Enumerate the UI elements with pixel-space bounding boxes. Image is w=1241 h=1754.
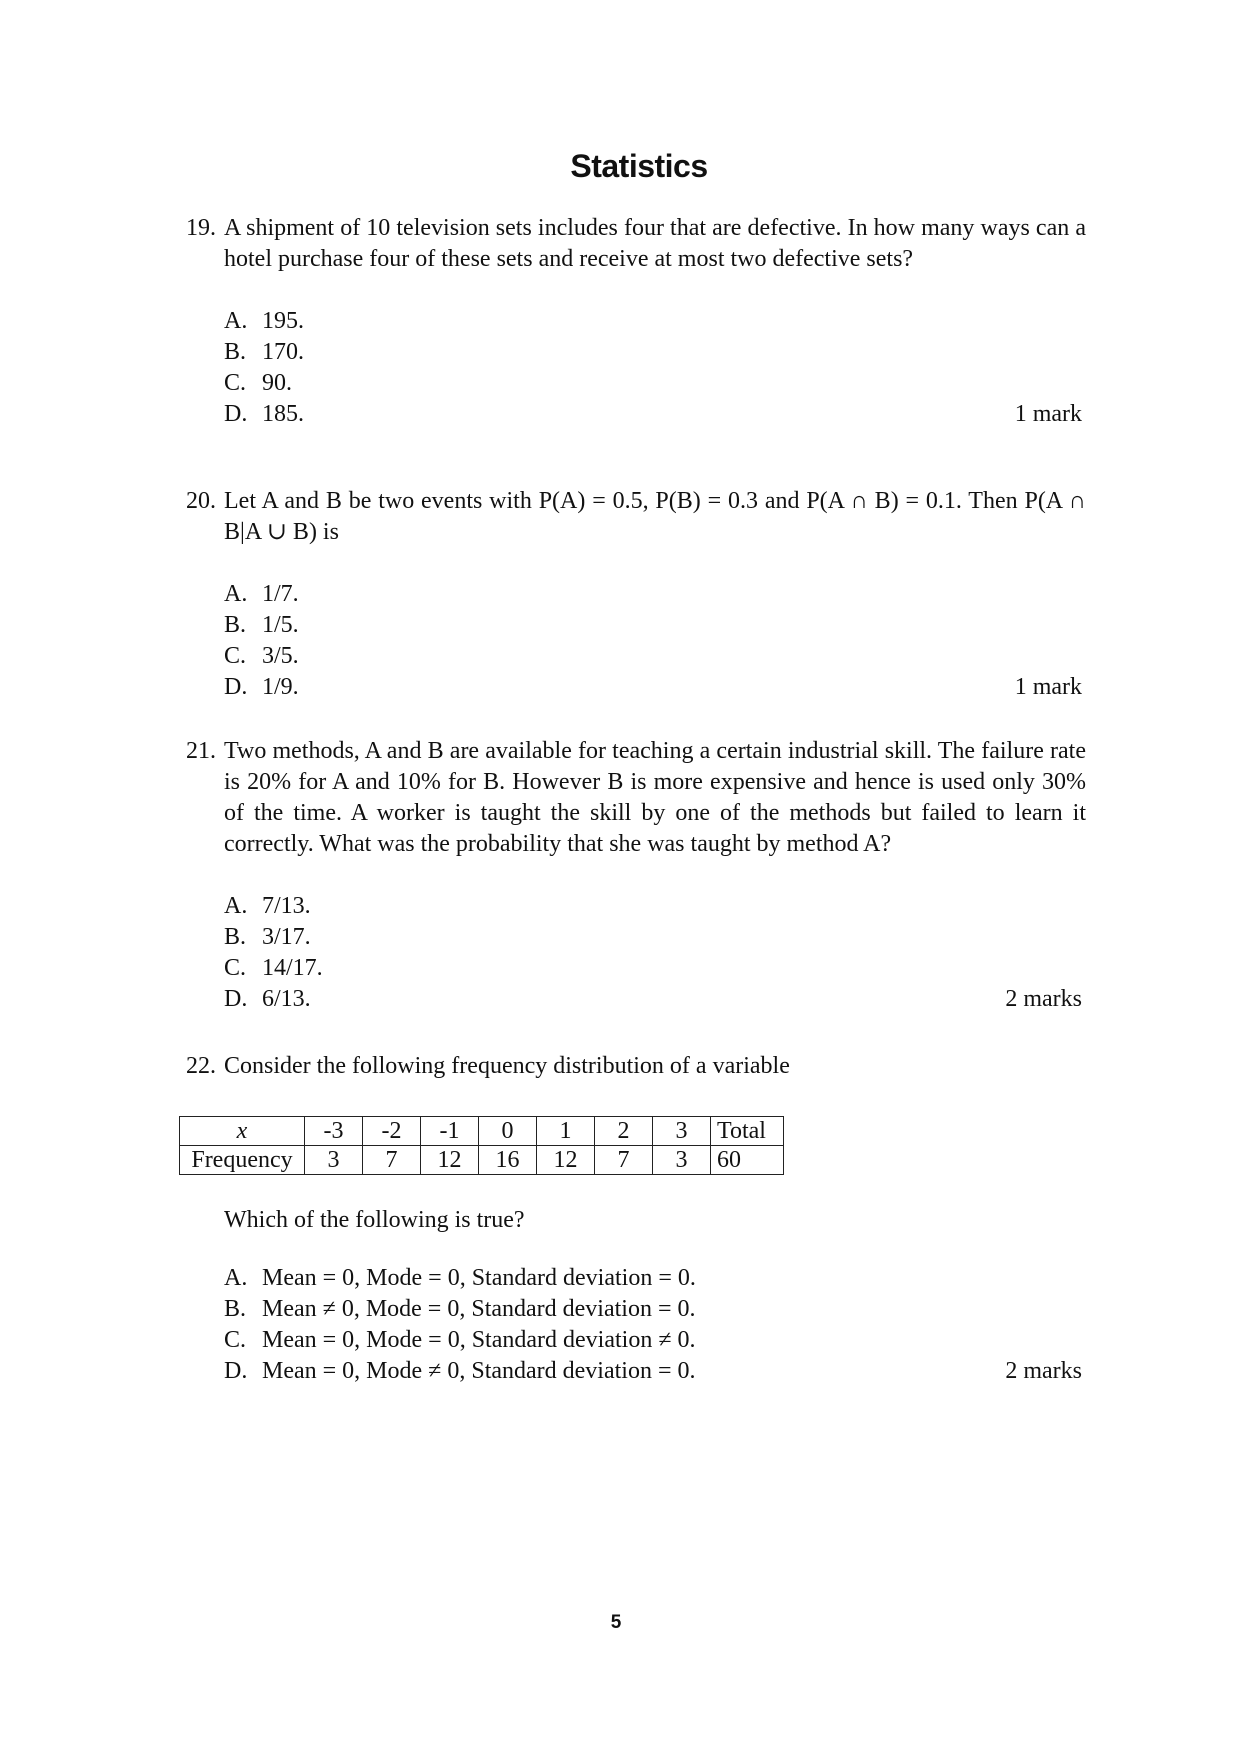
marks-label: 1 mark [1014, 674, 1082, 700]
table-cell: 12 [537, 1146, 595, 1175]
option-a [224, 306, 1086, 337]
table-cell: 12 [421, 1146, 479, 1175]
option-text: 1/9. [262, 674, 299, 700]
question-19 [186, 213, 1086, 430]
table-cell: 1 [537, 1117, 595, 1146]
option-text: Mean = 0, Mode = 0, Standard deviation ≠ 0. [262, 1327, 696, 1353]
table-cell: 16 [479, 1146, 537, 1175]
option-letter: D. [224, 674, 248, 700]
option-text: 6/13. [262, 986, 311, 1012]
marks-label: 2 marks [1005, 1358, 1082, 1384]
options-list [224, 306, 1086, 430]
question-text: Two methods, A and B are available for teaching a certain industrial skill. The failure rate is 20% for A and 10% for B. However B is more expensive and hence is used only 30% of the time. A worker is taught the skill by one of the methods but failed to learn it correctly. What was the probability that she was taught by method A? [224, 738, 1086, 857]
option-letter: A. [224, 581, 248, 607]
option-text: 3/5. [262, 643, 299, 669]
option-c [224, 368, 1086, 399]
table-cell: 60 [711, 1146, 784, 1175]
option-letter: D. [224, 986, 248, 1012]
question-number: 21. [186, 738, 216, 764]
option-text: 7/13. [262, 893, 311, 919]
table-row-label: Frequency [180, 1146, 305, 1175]
option-text: Mean ≠ 0, Mode = 0, Standard deviation = 0. [262, 1296, 696, 1322]
table-cell: 3 [653, 1117, 711, 1146]
marks-label: 1 mark [1014, 401, 1082, 427]
option-b [224, 337, 1086, 368]
option-text: 14/17. [262, 955, 323, 981]
option-b [224, 1294, 1086, 1325]
variable-label: x [236, 1118, 248, 1144]
option-d [224, 399, 1086, 430]
option-letter: D. [224, 1358, 248, 1384]
option-letter: A. [224, 893, 248, 919]
table-cell: -2 [363, 1117, 421, 1146]
option-d [224, 1356, 1086, 1387]
table-cell: 2 [595, 1117, 653, 1146]
options-list [224, 579, 1086, 703]
table-row-label [180, 1117, 305, 1146]
option-letter: C. [224, 643, 247, 669]
page-number: 5 [610, 1612, 622, 1633]
option-letter: C. [224, 1327, 247, 1353]
follow-up-question: Which of the following is true? [224, 1207, 525, 1233]
option-text: 185. [262, 401, 304, 427]
option-letter: B. [224, 924, 247, 950]
option-text: 1/7. [262, 581, 299, 607]
option-b [224, 922, 1086, 953]
table-cell: 7 [595, 1146, 653, 1175]
question-text: A shipment of 10 television sets includes four that are defective. In how many ways can a hotel purchase four of these sets and receive at most two defective sets? [224, 215, 1086, 272]
table-cell: 0 [479, 1117, 537, 1146]
table-cell: Total [711, 1117, 784, 1146]
frequency-table [179, 1116, 784, 1175]
table-cell: 3 [653, 1146, 711, 1175]
question-21 [186, 736, 1086, 1015]
question-number: 20. [186, 488, 216, 514]
option-letter: A. [224, 1265, 248, 1291]
option-b [224, 610, 1086, 641]
option-letter: B. [224, 339, 247, 365]
question-number: 19. [186, 215, 216, 241]
option-letter: C. [224, 370, 247, 396]
option-text: Mean = 0, Mode = 0, Standard deviation = 0. [262, 1265, 696, 1291]
option-letter: D. [224, 401, 248, 427]
table-cell: 7 [363, 1146, 421, 1175]
option-letter: C. [224, 955, 247, 981]
option-d [224, 984, 1086, 1015]
option-text: 170. [262, 339, 304, 365]
options-list [224, 891, 1086, 1015]
question-text: Let A and B be two events with P(A) = 0.5, P(B) = 0.3 and P(A ∩ B) = 0.1. Then P(A ∩ B|A ∪ B) is [224, 488, 1086, 545]
question-20 [186, 486, 1086, 703]
question-text: Consider the following frequency distribution of a variable [224, 1053, 790, 1079]
table-cell: 3 [305, 1146, 363, 1175]
option-a [224, 891, 1086, 922]
table-cell: -1 [421, 1117, 479, 1146]
option-letter: A. [224, 308, 248, 334]
table-cell: -3 [305, 1117, 363, 1146]
option-text: 195. [262, 308, 304, 334]
question-22 [186, 1051, 1086, 1387]
option-letter: B. [224, 612, 247, 638]
option-c [224, 641, 1086, 672]
table-row [180, 1146, 784, 1175]
question-number: 22. [186, 1053, 216, 1079]
option-a [224, 1263, 1086, 1294]
option-text: 90. [262, 370, 292, 396]
marks-label: 2 marks [1005, 986, 1082, 1012]
options-list [224, 1263, 1086, 1387]
option-text: Mean = 0, Mode ≠ 0, Standard deviation = 0. [262, 1358, 696, 1384]
option-a [224, 579, 1086, 610]
option-c [224, 1325, 1086, 1356]
option-c [224, 953, 1086, 984]
option-letter: B. [224, 1296, 247, 1322]
page-title: Statistics [570, 148, 708, 184]
table-row [180, 1117, 784, 1146]
option-d [224, 672, 1086, 703]
option-text: 3/17. [262, 924, 311, 950]
option-text: 1/5. [262, 612, 299, 638]
